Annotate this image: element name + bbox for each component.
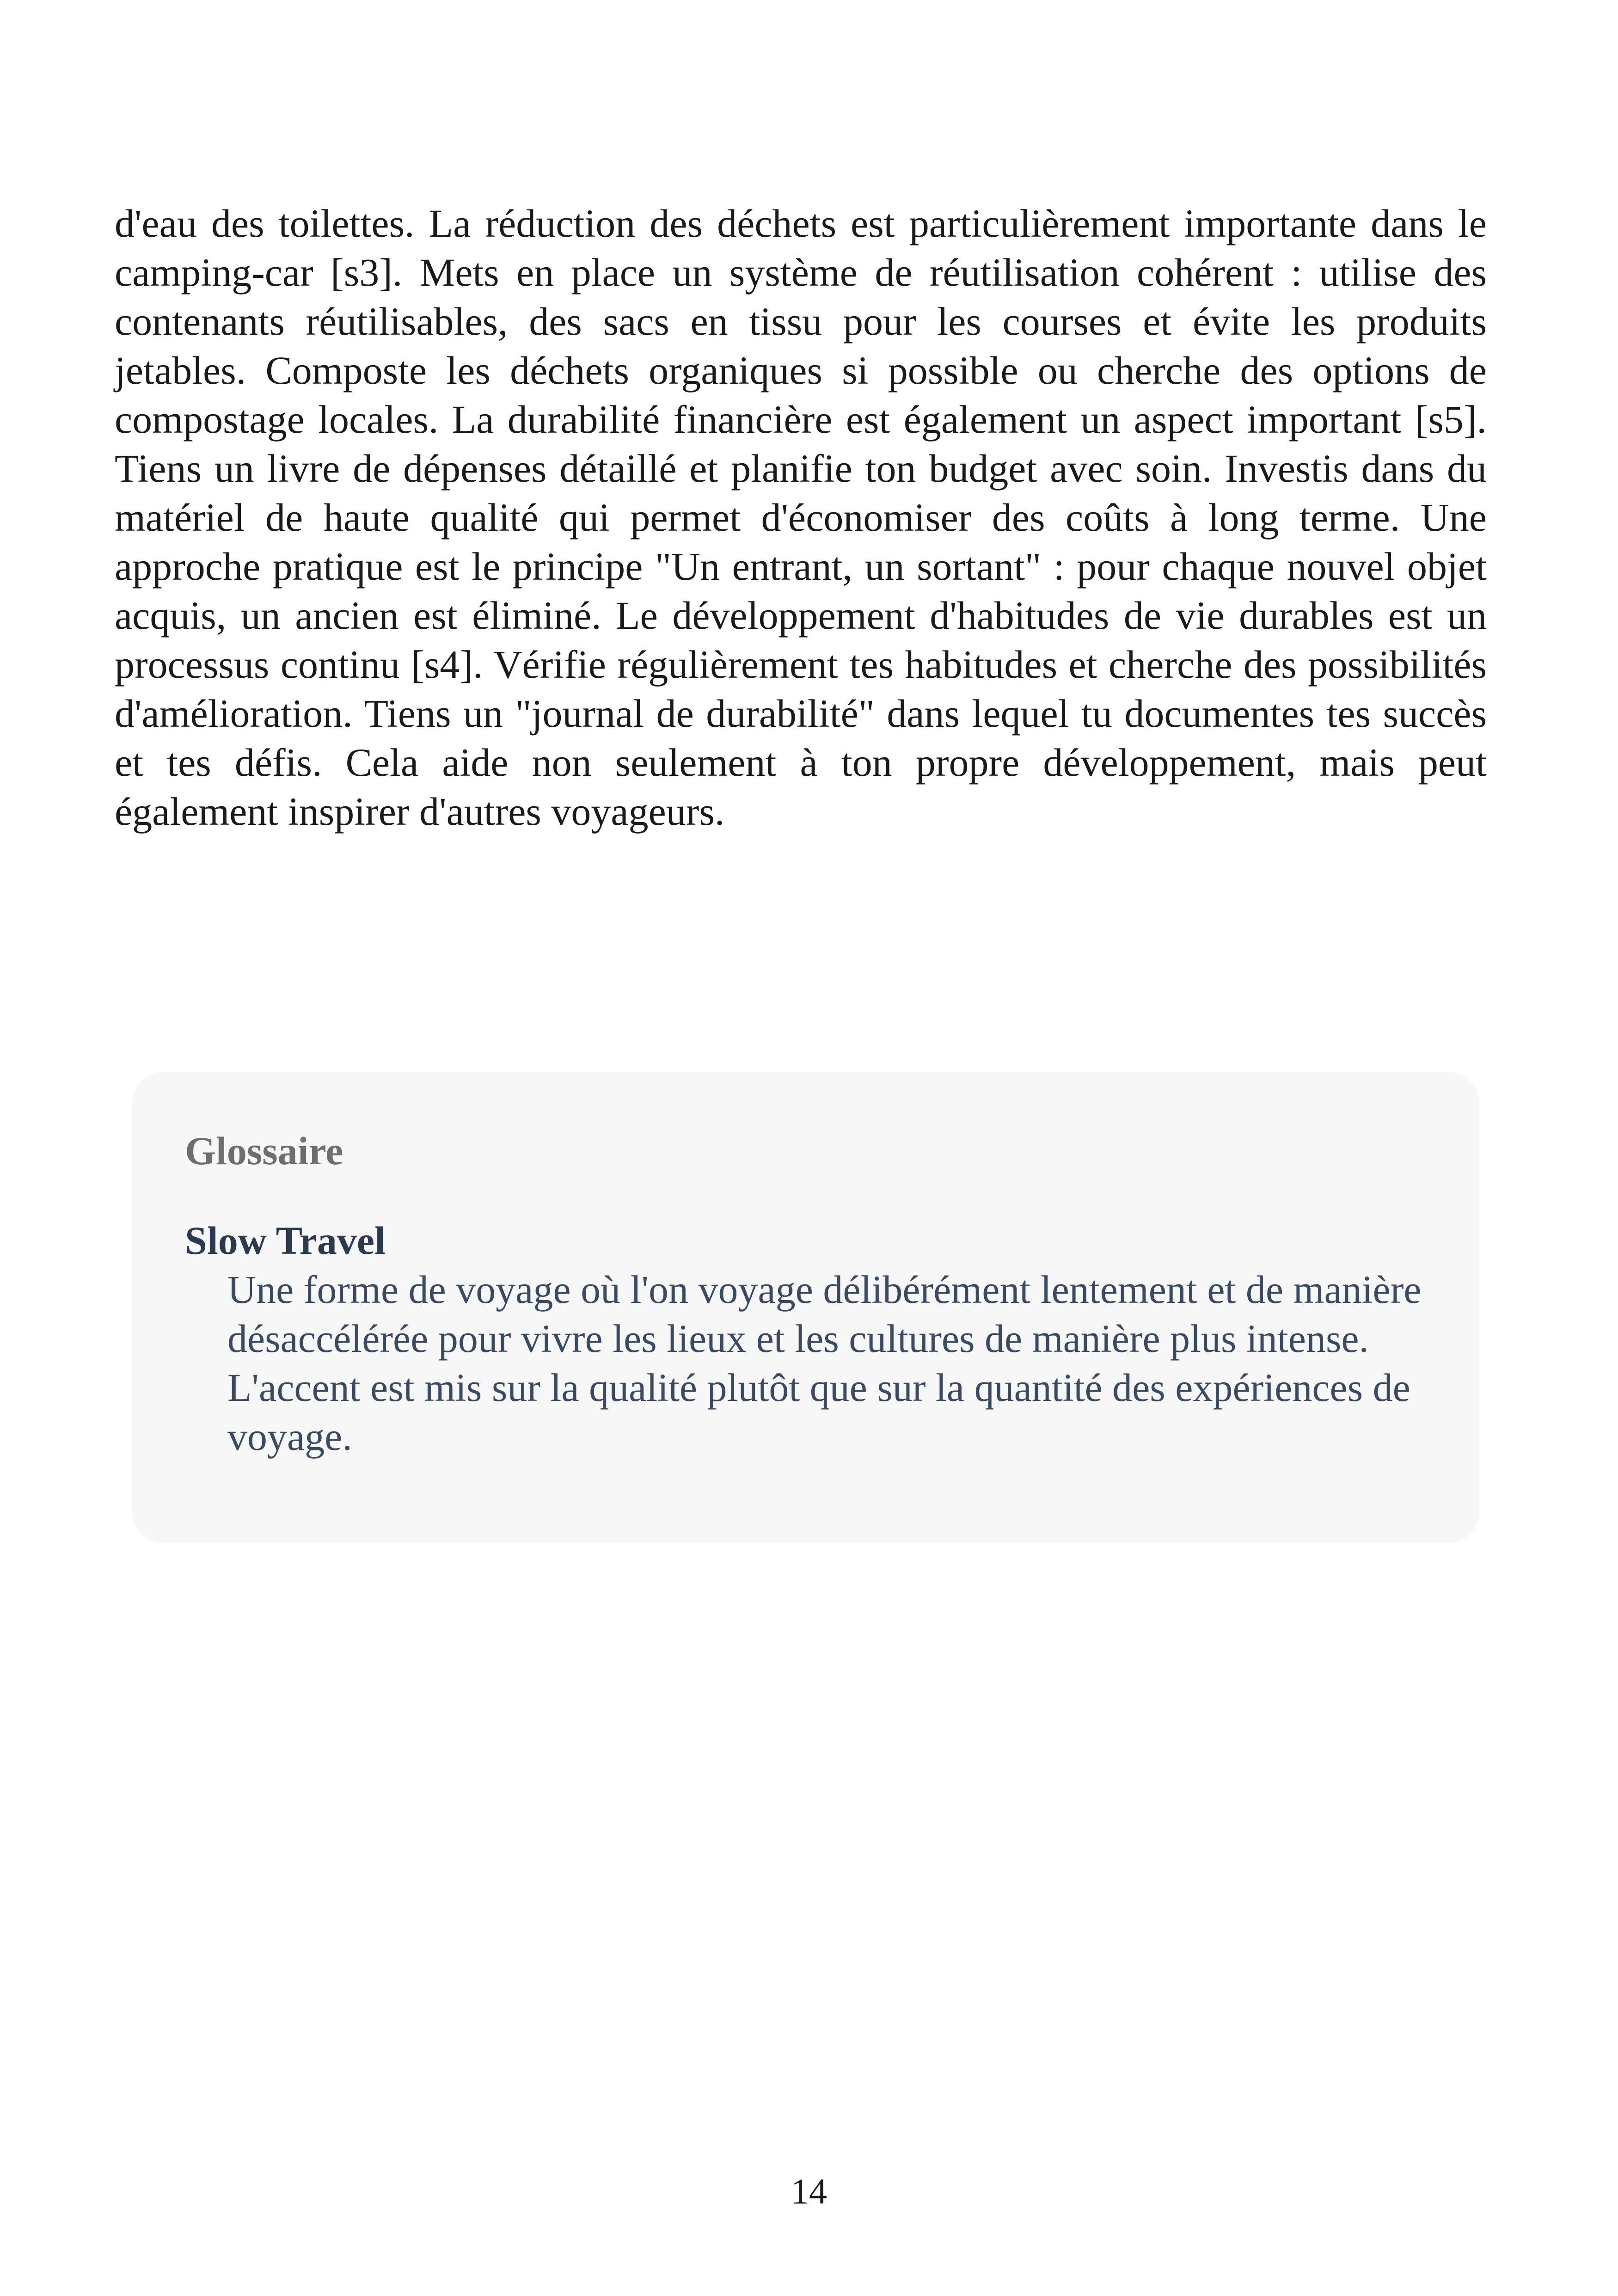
- glossary-title: Glossaire: [185, 1129, 343, 1173]
- glossary-box: [132, 1072, 1479, 1543]
- glossary-term: Slow Travel: [185, 1218, 386, 1263]
- glossary-entry: [185, 1216, 1426, 1461]
- body-paragraph: d'eau des toilettes. La réduction des déchets est particulièrement importante dans le camping-car [s3]. Mets en place un système de réutilisation cohérent : utilise des contenants réutilisables, des sacs en tissu pour les courses et évite les produits jetables. Composte les déchets organiques si possible ou cherche des options de compostage locales. La durabilité financière est également un aspect important [s5]. Tiens un livre de dépenses détaillé et planifie ton budget avec soin. Investis dans du matériel de haute qualité qui permet d'économiser des coûts à long terme. Une approche pratique est le principe "Un entrant, un sortant" : pour chaque nouvel objet acquis, un ancien est éliminé. Le développement d'habitudes de vie durables est un processus continu [s4]. Vérifie régulièrement tes habitudes et cherche des possibilités d'amélioration. Tiens un "journal de durabilité" dans lequel tu documentes tes succès et tes défis. Cela aide non seulement à ton propre développement, mais peut également inspirer d'autres voyageurs.: [115, 201, 1487, 834]
- body-text: [115, 199, 1487, 836]
- glossary-definition: Une forme de voyage où l'on voyage délibérément lentement et de manière désaccélérée pour vivre les lieux et les cultures de manière plus intense. L'accent est mis sur la qualité plutôt que sur la quantité des expériences de voyage.: [227, 1267, 1422, 1459]
- page-number: 14: [791, 2171, 827, 2211]
